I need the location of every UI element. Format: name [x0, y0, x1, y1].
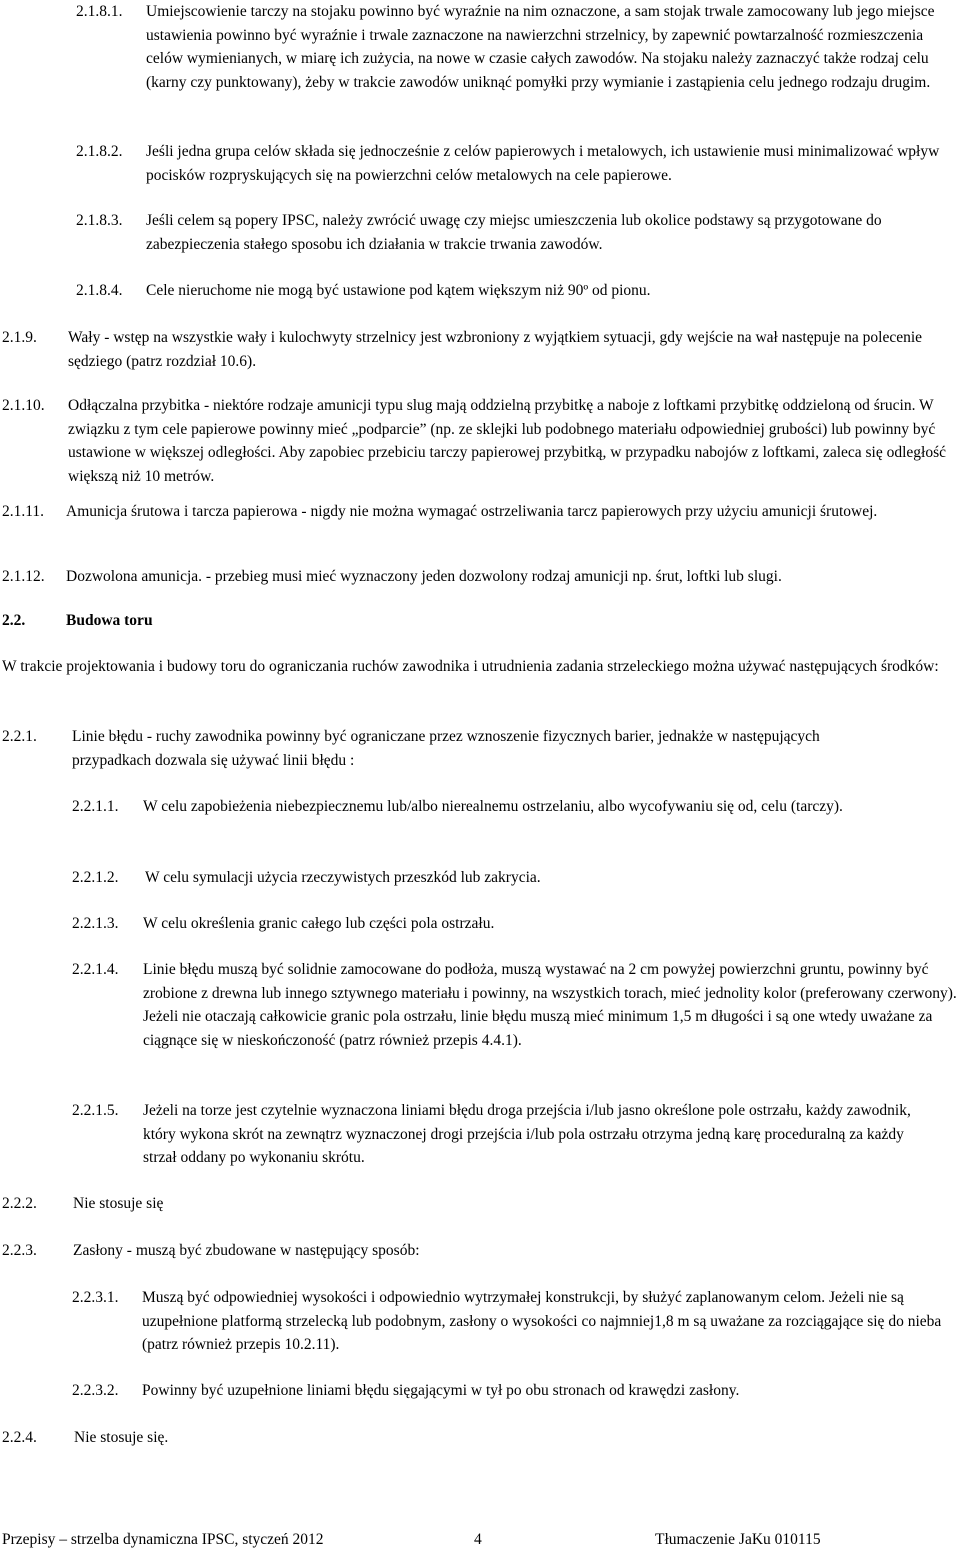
section-number: 2.2.3.1.	[72, 1289, 119, 1306]
section-text: Nie stosuje się.	[74, 1429, 169, 1446]
section-2-1-8-1	[0, 0, 960, 94]
section-2-1-8-4	[0, 279, 960, 303]
section-text: Amunicja śrutowa i tarcza papierowa - nigdy nie można wymagać ostrzeliwania tarcz papierowych przy użyciu amunicji śrutowej.	[66, 503, 878, 520]
footer-document-title: Przepisy – strzelba dynamiczna IPSC, styczeń 2012	[2, 1531, 324, 1548]
section-title: Budowa toru	[66, 612, 153, 629]
section-text: Jeśli celem są popery IPSC, należy zwrócić uwagę czy miejsc umieszczenia lub okolice podstawy są przygotowane do zabezpieczenia stałego sposobu ich działania w trakcie trwania zawodów.	[146, 212, 882, 253]
section-2-1-8-2	[0, 140, 960, 187]
section-2-2-1-1	[0, 795, 960, 819]
section-number: 2.1.8.3.	[76, 212, 123, 229]
section-2-1-12	[0, 565, 960, 589]
section-number: 2.2.1.5.	[72, 1102, 119, 1119]
section-text: Dozwolona amunicja. - przebieg musi mieć wyznaczony jeden dozwolony rodzaj amunicji np. śrut, loftki lub slugi.	[66, 568, 782, 585]
section-2-2-1-2	[0, 866, 960, 890]
section-text: Muszą być odpowiedniej wysokości i odpowiednio wytrzymałej konstrukcji, by służyć zaplanowanym celom. Jeżeli nie są uzupełnione platformą strzelecką lub podobnym, zasłony o wysokości co najmniej1,8 m są uważane za rozciągające się do nieba (patrz również przepis 10.2.11).	[142, 1289, 942, 1354]
section-text: Nie stosuje się	[73, 1195, 164, 1212]
section-number: 2.2.1.1.	[72, 798, 119, 815]
section-number: 2.1.12.	[2, 568, 45, 585]
intro-text: W trakcie projektowania i budowy toru do ograniczania ruchów zawodnika i utrudnienia zadania strzeleckiego można używać następujących środków:	[2, 658, 939, 675]
section-number: 2.1.8.1.	[76, 3, 123, 20]
section-number: 2.1.8.2.	[76, 143, 123, 160]
footer-page-number: 4	[474, 1531, 482, 1548]
section-text: Jeśli jedna grupa celów składa się jednocześnie z celów papierowych i metalowych, ich ustawienie musi minimalizować wpływ pocisków rozpryskujących się na powierzchni celów metalowych na cele papierowe.	[146, 143, 940, 184]
section-2-2-4	[0, 1426, 960, 1450]
section-number: 2.2.2.	[2, 1195, 37, 1212]
section-2-2-3	[0, 1239, 960, 1263]
section-text: W celu zapobieżenia niebezpiecznemu lub/albo nierealnemu ostrzelaniu, albo wycofywaniu się od, celu (tarczy).	[143, 798, 843, 815]
section-2-1-9	[0, 326, 960, 373]
section-2-2-3-1	[0, 1286, 960, 1357]
section-text: Cele nieruchome nie mogą być ustawione pod kątem większym niż 90º od pionu.	[146, 282, 651, 299]
section-number: 2.2.4.	[2, 1429, 37, 1446]
section-2-1-8-3	[0, 209, 960, 256]
section-text: Umiejscowienie tarczy na stojaku powinno być wyraźnie na nim oznaczone, a sam stojak trwale zamocowany lub jego miejsce ustawienia powinno być wyraźnie i trwale zaznaczone na nawierzchni strzelnicy, by zapewnić powtarzalność rozmieszczenia celów wymienianych, w miarę ich zużycia, na nowe w czasie całych zawodów. Na stojaku należy zaznaczyć także rodzaj celu (karny czy punktowany), żeby w trakcie zawodów uniknąć pomyłki przy wymianie i zastąpienia celu jednego rodzaju drugim.	[146, 3, 935, 91]
section-2-2-1-3	[0, 912, 960, 936]
section-text: Zasłony - muszą być zbudowane w następujący sposób:	[73, 1242, 420, 1259]
section-2-2-1	[0, 725, 960, 772]
footer-translator-note: Tłumaczenie JaKu 010115	[655, 1531, 821, 1548]
section-2-2-1-4	[0, 958, 960, 1052]
section-number: 2.2.3.2.	[72, 1382, 119, 1399]
section-number: 2.1.11.	[2, 503, 45, 520]
section-2-1-10	[0, 394, 960, 488]
section-number: 2.2.1.3.	[72, 915, 119, 932]
section-number: 2.1.9.	[2, 329, 37, 346]
intro-paragraph	[2, 655, 947, 679]
section-text: Linie błędu - ruchy zawodnika powinny być ograniczane przez wznoszenie fizycznych barier, jednakże w następujących przypadkach dozwala się używać linii błędu :	[72, 728, 820, 769]
section-heading-2-2	[0, 609, 960, 633]
section-number: 2.2.1.4.	[72, 961, 119, 978]
section-text: W celu określenia granic całego lub części pola ostrzału.	[143, 915, 495, 932]
section-text: Powinny być uzupełnione liniami błędu sięgającymi w tył po obu stronach od krawędzi zasłony.	[142, 1382, 740, 1399]
section-text: W celu symulacji użycia rzeczywistych przeszkód lub zakrycia.	[145, 869, 541, 886]
section-number: 2.2.1.	[2, 728, 37, 745]
section-number: 2.2.	[2, 612, 26, 629]
section-2-1-11	[0, 500, 960, 524]
section-text: Wały - wstęp na wszystkie wały i kulochwyty strzelnicy jest wzbroniony z wyjątkiem sytuacji, gdy wejście na wał następuje na polecenie sędziego (patrz rozdział 10.6).	[68, 329, 923, 370]
section-text: Linie błędu muszą być solidnie zamocowane do podłoża, muszą wystawać na 2 cm powyżej powierzchni gruntu, powinny być zrobione z drewna lub innego sztywnego materiału i powinny, na wszystkich torach, mieć jednolity kolor (preferowany czerwony). Jeżeli nie otaczają całkowicie granic pola ostrzału, linie błędu muszą mieć minimum 1,5 m długości i są one wtedy uważane za ciągnące się w nieskończoność (patrz również przepis 4.4.1).	[143, 961, 957, 1049]
page-footer	[0, 1528, 960, 1552]
section-number: 2.2.3.	[2, 1242, 37, 1259]
section-2-2-2	[0, 1192, 960, 1216]
section-text: Odłączalna przybitka - niektóre rodzaje amunicji typu slug mają oddzielną przybitkę a naboje z loftkami przybitkę oddzieloną od śrucin. W związku z tym cele papierowe powinny mieć „podparcie” (np. ze sklejki lub podobnego materiału odpowiedniej grubości) lub powinny być ustawione w większej odległości. Aby zapobiec przebiciu tarczy papierowej przybitką, w przypadku nabojów z loftkami, zaleca się odległość większą niż 10 metrów.	[68, 397, 947, 485]
section-number: 2.1.8.4.	[76, 282, 123, 299]
section-number: 2.1.10.	[2, 397, 45, 414]
section-2-2-1-5	[0, 1099, 960, 1170]
section-text: Jeżeli na torze jest czytelnie wyznaczona liniami błędu droga przejścia i/lub jasno określone pole ostrzału, każdy zawodnik, który wykona skrót na zewnątrz wyznaczonej drogi przejścia i/lub pola ostrzału otrzyma jedną karę proceduralną za każdy strzał oddany po wykonaniu skrótu.	[143, 1102, 911, 1167]
section-2-2-3-2	[0, 1379, 960, 1403]
section-number: 2.2.1.2.	[72, 869, 119, 886]
